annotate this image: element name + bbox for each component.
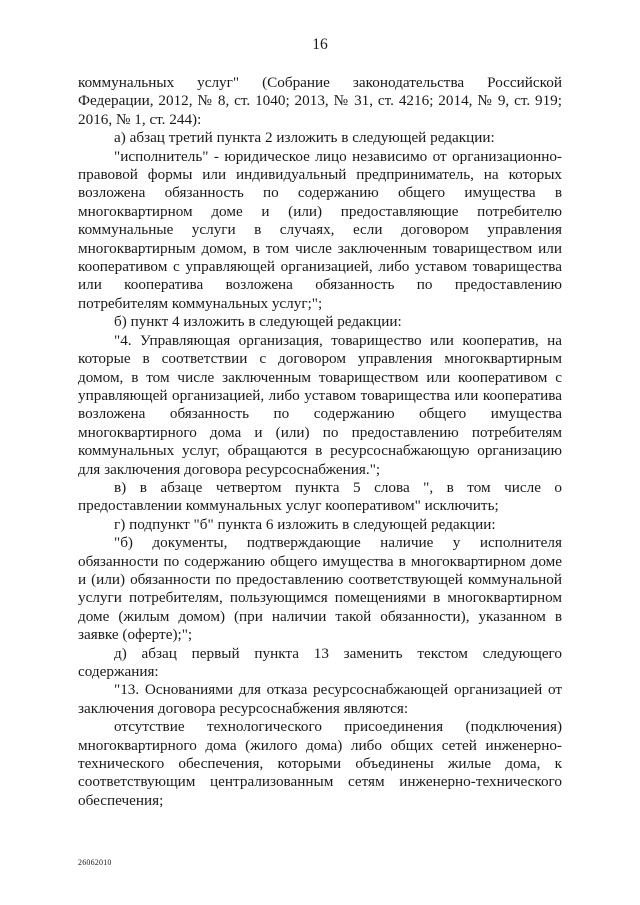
document-body <box>78 74 562 810</box>
paragraph-item-d: д) абзац первый пункта 13 заменить текстом следующего содержания: <box>78 644 562 680</box>
paragraph-continuation: коммунальных услуг" (Собрание законодательства Российской Федерации, 2012, № 8, ст. 1040; 2013, № 31, ст. 4216; 2014, № 9, ст. 919; 2016, № 1, ст. 244): <box>78 74 562 128</box>
paragraph-clause-13: "13. Основаниями для отказа ресурсоснабжающей организацией от заключения договора ресурсоснабжения являются: <box>78 681 562 717</box>
paragraph-item-a: а) абзац третий пункта 2 изложить в следующей редакции: <box>114 129 495 147</box>
page-number: 16 <box>312 36 328 53</box>
document-code: 26062010 <box>78 858 112 867</box>
paragraph-clause-4: "4. Управляющая организация, товарищество или кооператив, на которые в соответствии с договором управления многоквартирным домом, в том числе заключенным товариществом или кооперативом с управляющей организацией, либо уставом товарищества или кооператива возложена обязанность по содержанию общего имущества многоквартирного дома и (или) по предоставлению потребителям коммунальных услуг, обращаются в ресурсоснабжающую организацию для заключения договора ресурсоснабжения."; <box>78 331 562 478</box>
paragraph-item-b: б) пункт 4 изложить в следующей редакции: <box>114 313 402 331</box>
paragraph-item-g: г) подпункт "б" пункта 6 изложить в следующей редакции: <box>114 515 496 533</box>
paragraph-subclause-b: "б) документы, подтверждающие наличие у исполнителя обязанности по содержанию общего имущества в многоквартирном доме и (или) обязанности по предоставлению соответствующей коммунальной услуги потребителям, пользующимся помещениями в многоквартирном доме (жилым домом) (при наличии такой обязанности), указанном в заявке (оферте);"; <box>78 534 562 644</box>
paragraph-executor-definition: "исполнитель" - юридическое лицо независимо от организационно-правовой формы или индивидуальный предприниматель, на которых возложена обязанность по содержанию общего имущества в многоквартирном доме и (или) предоставляющие потребителю коммунальные услуги в случаях, если договором управления многоквартирным домом, в том числе заключенным товариществом или кооперативом с управляющей организацией, либо уставом товарищества или кооператива возложена обязанность по предоставлению потребителям коммунальных услуг;"; <box>78 147 562 312</box>
paragraph-item-v: в) в абзаце четвертом пункта 5 слова ", в том числе о предоставлении коммунальных услуг кооперативом" исключить; <box>78 478 562 515</box>
paragraph-no-connection: отсутствие технологического присоединения (подключения) многоквартирного дома (жилого дома) либо общих сетей инженерно-технического обеспечения, которыми объединены жилые дома, к соответствующим централизованным сетям инженерно-технического обеспечения; <box>78 718 562 809</box>
